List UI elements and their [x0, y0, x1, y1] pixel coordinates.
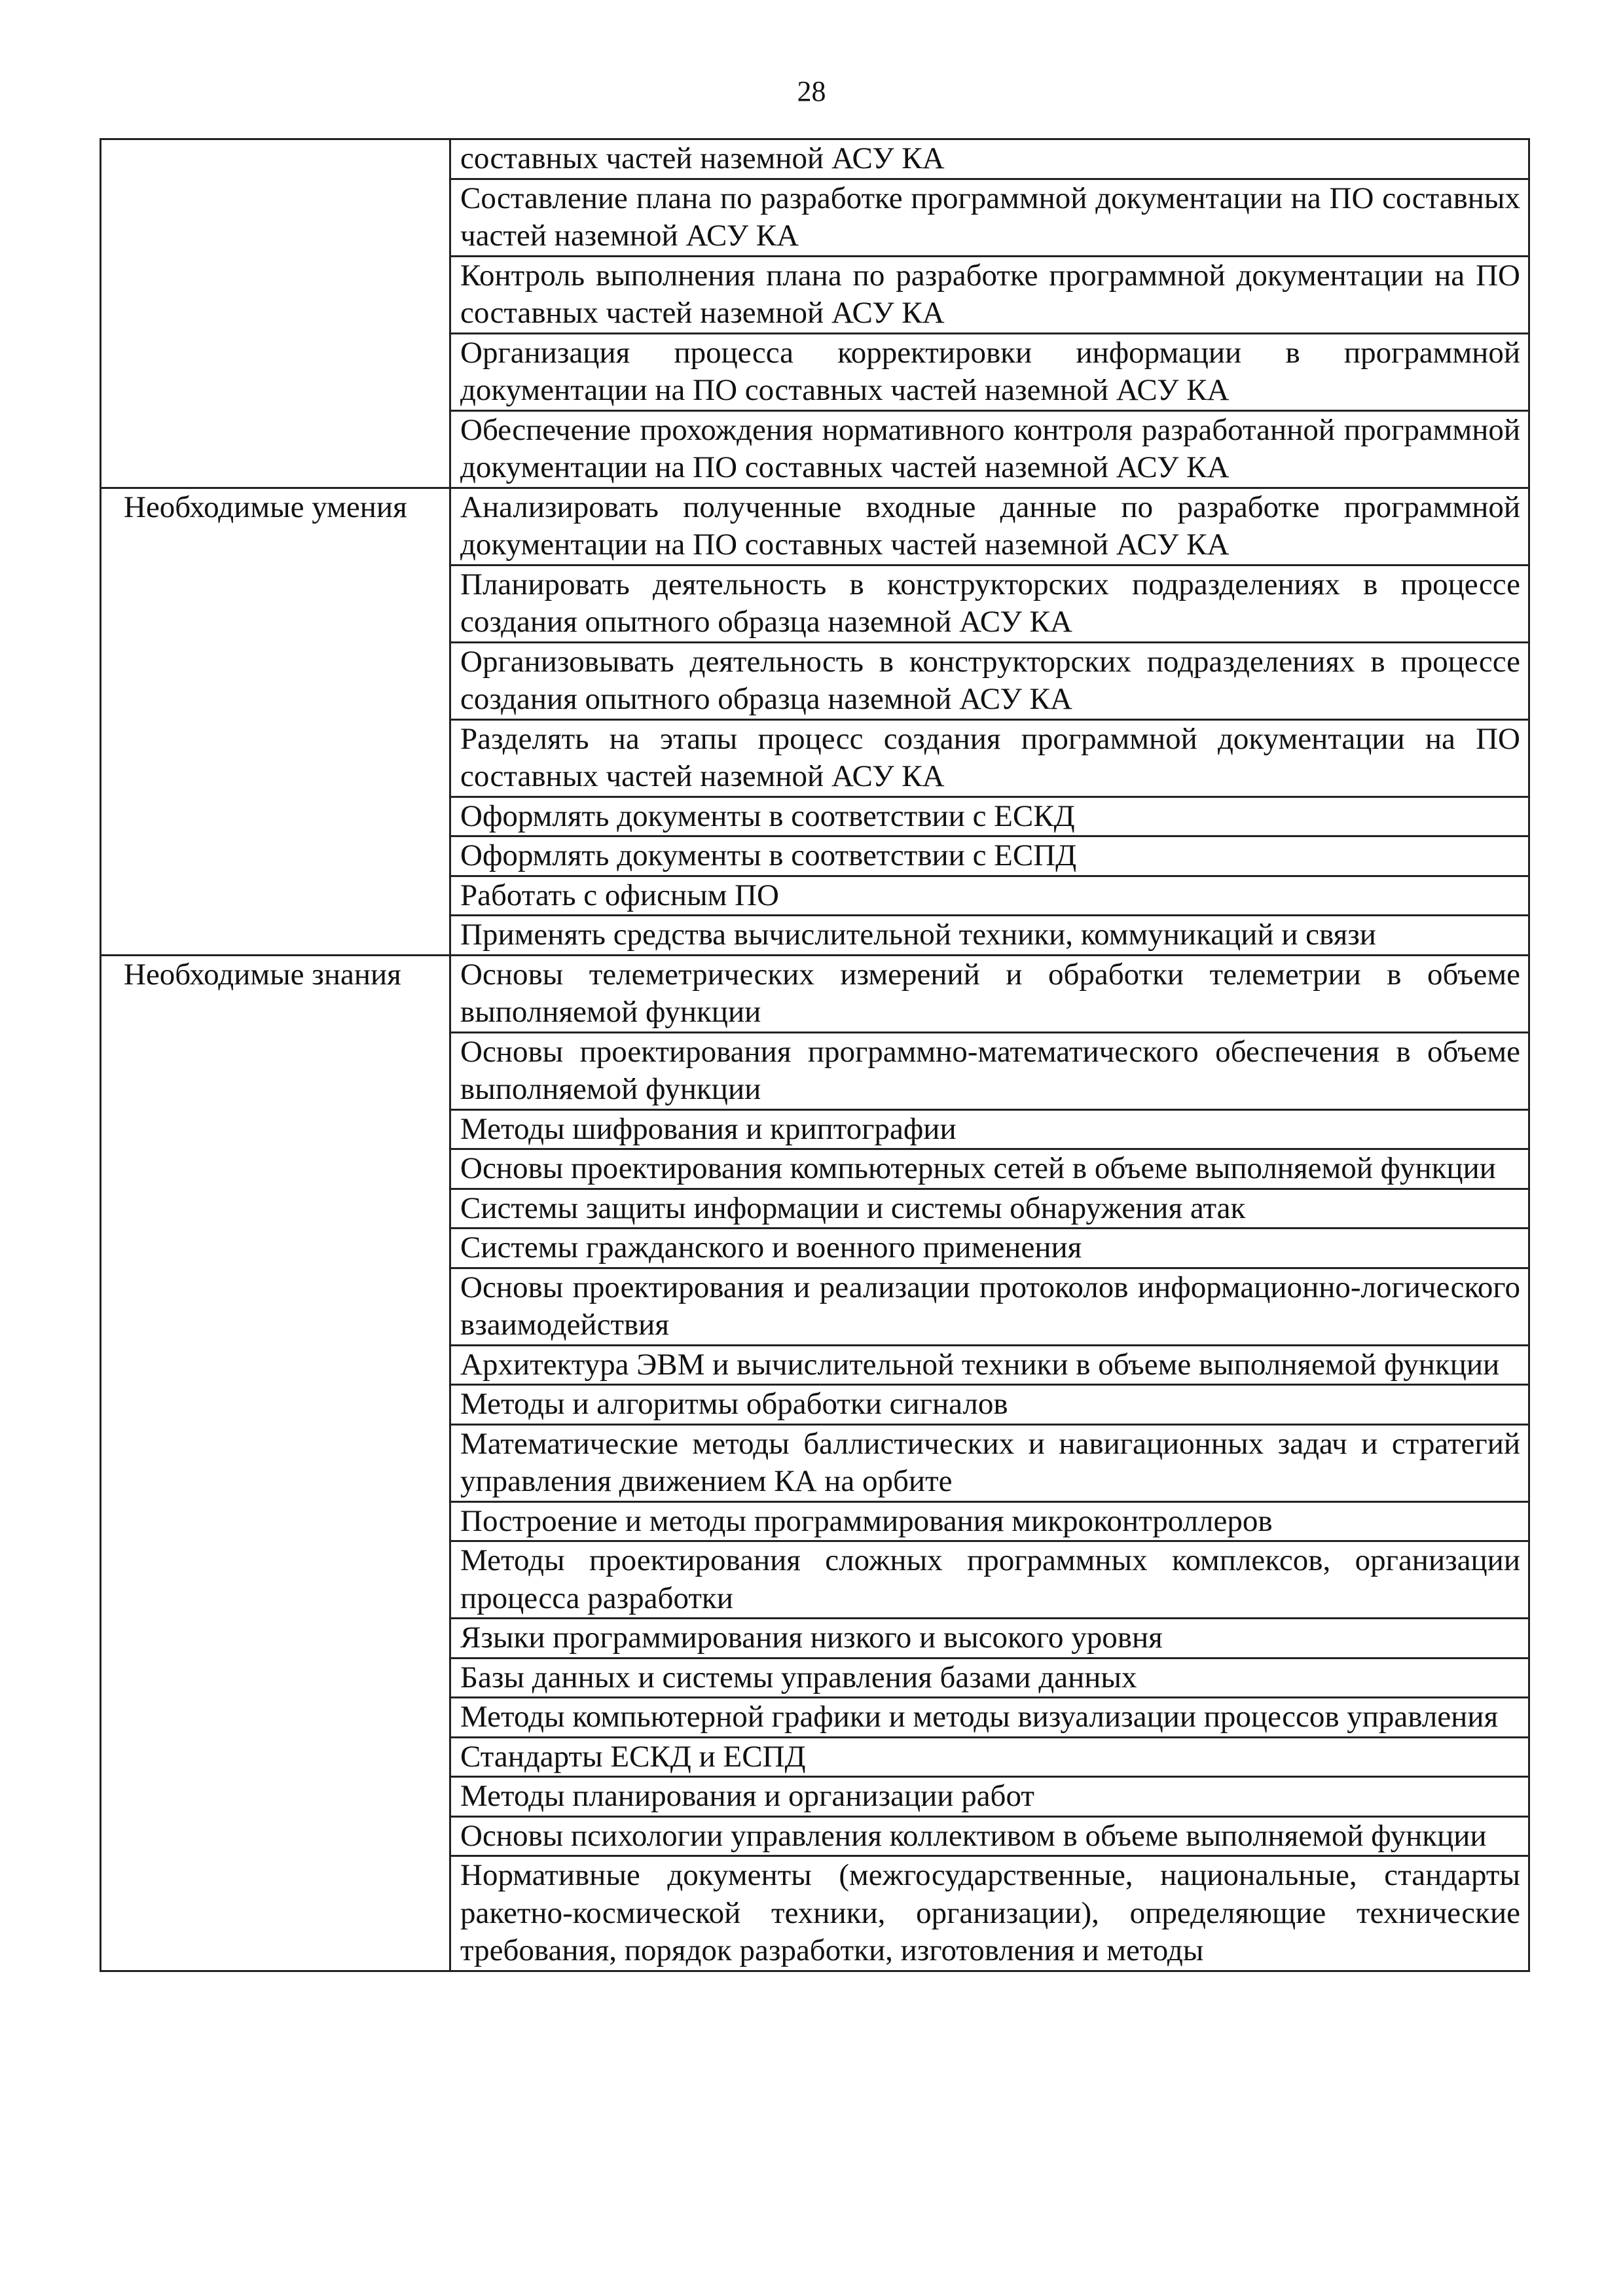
knowledge-row-text: Стандарты ЕСКД и ЕСПД	[450, 1737, 1529, 1777]
knowledge-row-text: Основы проектирования и реализации протоколов информационно-логического взаимодействия	[450, 1268, 1529, 1345]
knowledge-row-text: Методы и алгоритмы обработки сигналов	[450, 1385, 1529, 1425]
continued-row-text: Контроль выполнения плана по разработке программной документации на ПО составных частей наземной АСУ КА	[450, 256, 1529, 333]
continued-row	[101, 139, 1529, 179]
knowledge-row-text: Методы компьютерной графики и методы визуализации процессов управления	[450, 1698, 1529, 1738]
skill-row	[101, 488, 1529, 565]
knowledge-row	[101, 955, 1529, 1032]
page-number: 28	[797, 75, 826, 107]
skill-row-text: Применять средства вычислительной техники, коммуникаций и связи	[450, 916, 1529, 956]
knowledge-row-text: Системы гражданского и военного применения	[450, 1229, 1529, 1268]
continued-row-text: составных частей наземной АСУ КА	[450, 139, 1529, 179]
knowledge-row-text: Языки программирования низкого и высокого уровня	[450, 1619, 1529, 1659]
continued-row-text: Обеспечение прохождения нормативного контроля разработанной программной документации на ПО составных частей наземной АСУ КА	[450, 410, 1529, 488]
table-body	[101, 139, 1529, 1971]
continued-label	[101, 139, 450, 488]
skill-row-text: Оформлять документы в соответствии с ЕСПД	[450, 836, 1529, 876]
knowledge-row-text: Нормативные документы (межгосударственные, национальные, стандарты ракетно-космической техники, организации), определяющие технические требования, порядок разработки, изготовления и методы	[450, 1856, 1529, 1971]
knowledge-row-text: Методы проектирования сложных программных комплексов, организации процесса разработки	[450, 1541, 1529, 1619]
knowledge-row-text: Методы планирования и организации работ	[450, 1777, 1529, 1817]
continued-row-text: Составление плана по разработке программной документации на ПО составных частей наземной АСУ КА	[450, 179, 1529, 256]
skills-label: Необходимые умения	[101, 488, 450, 955]
knowledge-row-text: Методы шифрования и криптографии	[450, 1109, 1529, 1149]
skill-row-text: Планировать деятельность в конструкторских подразделениях в процессе создания опытного образца наземной АСУ КА	[450, 565, 1529, 642]
continued-row-text: Организация процесса корректировки информации в программной документации на ПО составных частей наземной АСУ КА	[450, 333, 1529, 410]
knowledge-row-text: Архитектура ЭВМ и вычислительной техники в объеме выполняемой функции	[450, 1345, 1529, 1385]
skill-row-text: Анализировать полученные входные данные по разработке программной документации на ПО составных частей наземной АСУ КА	[450, 488, 1529, 565]
knowledge-row-text: Основы психологии управления коллективом в объеме выполняемой функции	[450, 1816, 1529, 1856]
requirements-table	[100, 138, 1530, 1972]
knowledge-row-text: Построение и методы программирования микроконтроллеров	[450, 1501, 1529, 1541]
knowledge-row-text: Основы проектирования компьютерных сетей в объеме выполняемой функции	[450, 1149, 1529, 1189]
knowledge-row-text: Базы данных и системы управления базами данных	[450, 1658, 1529, 1698]
knowledge-row-text: Основы телеметрических измерений и обработки телеметрии в объеме выполняемой функции	[450, 955, 1529, 1032]
knowledge-row-text: Основы проектирования программно-математического обеспечения в объеме выполняемой функции	[450, 1032, 1529, 1109]
knowledge-row-text: Математические методы баллистических и навигационных задач и стратегий управления движением КА на орбите	[450, 1424, 1529, 1501]
knowledge-row-text: Системы защиты информации и системы обнаружения атак	[450, 1189, 1529, 1229]
knowledge-label: Необходимые знания	[101, 955, 450, 1971]
skill-row-text: Работать с офисным ПО	[450, 876, 1529, 916]
skill-row-text: Разделять на этапы процесс создания программной документации на ПО составных частей наземной АСУ КА	[450, 719, 1529, 797]
skill-row-text: Организовывать деятельность в конструкторских подразделениях в процессе создания опытного образца наземной АСУ КА	[450, 642, 1529, 719]
skill-row-text: Оформлять документы в соответствии с ЕСКД	[450, 797, 1529, 836]
